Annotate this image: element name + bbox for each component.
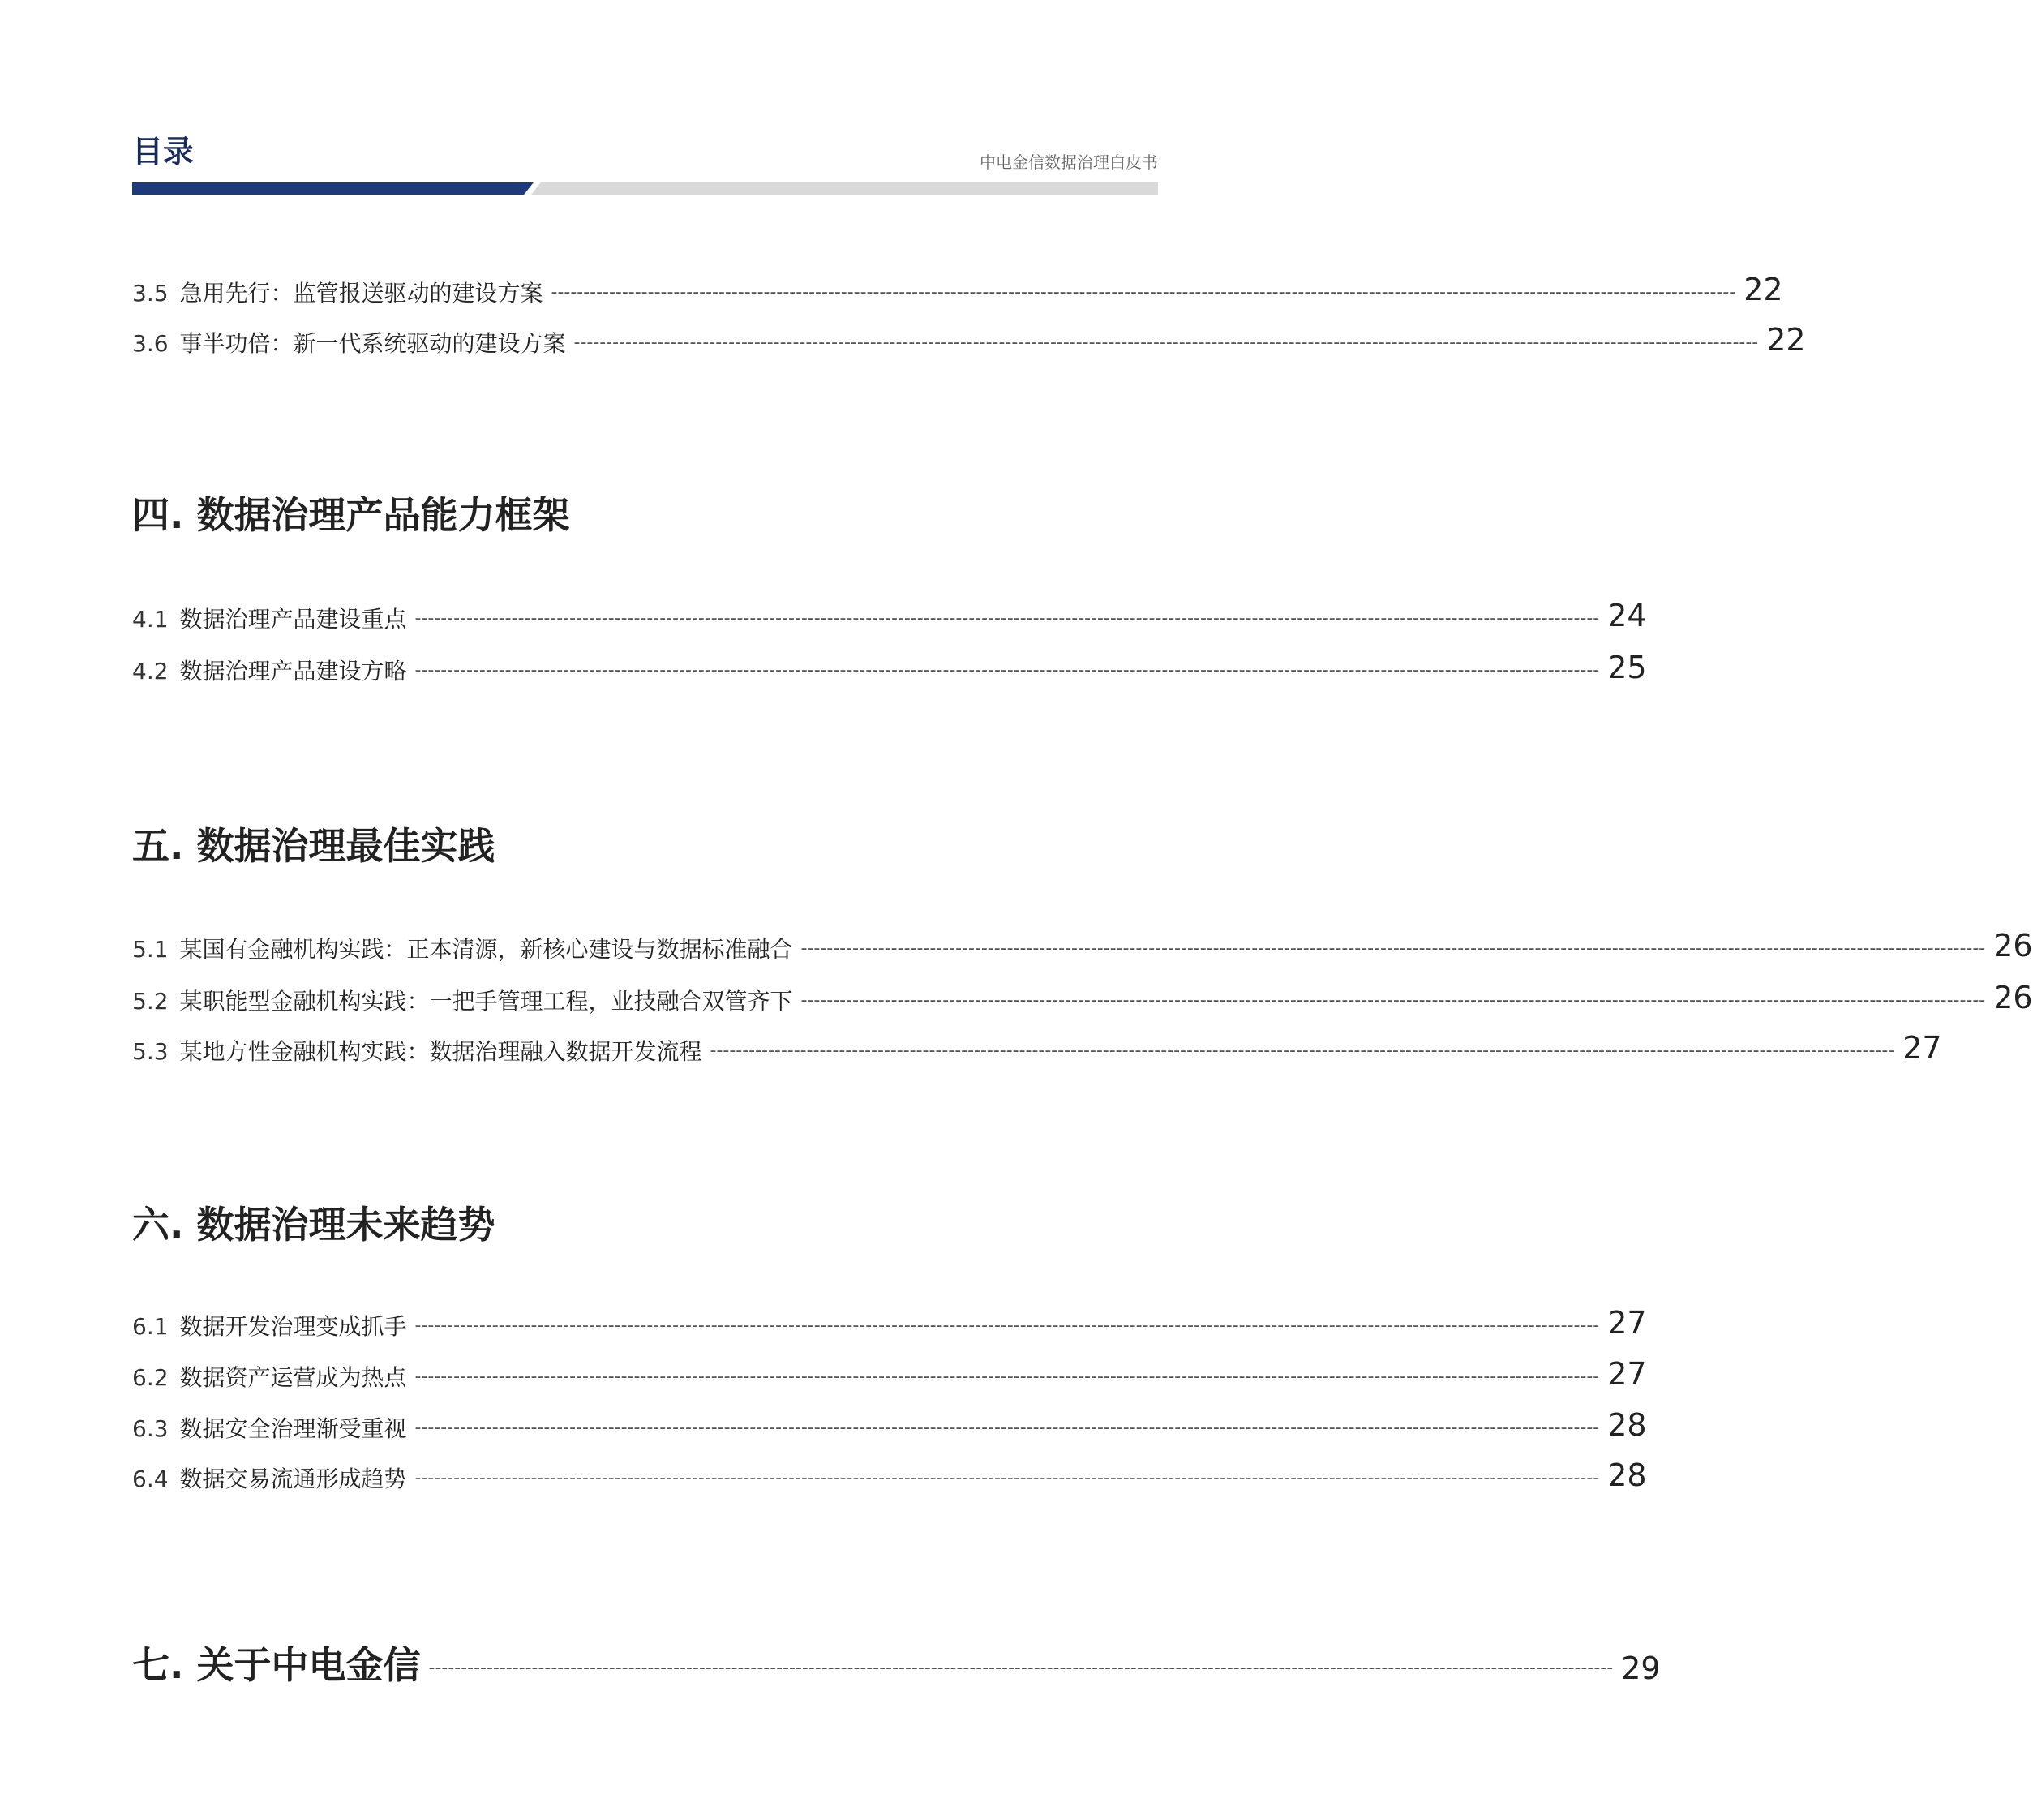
toc-entry-number: 6.4: [132, 1466, 169, 1492]
toc-entry-title: 数据交易流通形成趋势: [179, 1466, 407, 1492]
section-heading[interactable]: 五. 数据治理最佳实践: [132, 824, 495, 868]
toc-leader: ----------------------------------------------------------------------------------------------------------------------------------------------------------------------------------------: [414, 1316, 1600, 1336]
toc-leader: ----------------------------------------------------------------------------------------------------------------------------------------------------------------------------------------: [414, 1367, 1600, 1387]
toc-entry[interactable]: [132, 1030, 1942, 1066]
toc-entry-page: 27: [1607, 1356, 1647, 1392]
toc-entry[interactable]: [132, 322, 1806, 358]
toc-entry[interactable]: [132, 598, 1647, 633]
toc-entry-title: 某地方性金融机构实践：数据治理融入数据开发流程: [179, 1038, 702, 1065]
section-heading: 七. 关于中电金信: [132, 1643, 421, 1687]
toc-entry-title: 某职能型金融机构实践：一把手管理工程，业技融合双管齐下: [179, 988, 793, 1015]
toc-entry-number: 5.3: [132, 1038, 169, 1065]
toc-leader: ----------------------------------------------------------------------------------------------------------------------------------------------------------------------------------------: [414, 660, 1600, 680]
toc-entry-page: 26: [1993, 980, 2033, 1015]
toc-leader: ----------------------------------------------------------------------------------------------------------------------------------------------------------------------------------------: [428, 1658, 1614, 1678]
toc-entry-page: 29: [1621, 1650, 1661, 1686]
toc-entry-title: 事半功倍：新一代系统驱动的建设方案: [179, 330, 566, 357]
toc-leader: ----------------------------------------------------------------------------------------------------------------------------------------------------------------------------------------: [710, 1041, 1895, 1061]
toc-entry-section7[interactable]: [132, 1643, 1661, 1687]
toc-entry-page: 28: [1607, 1457, 1647, 1493]
toc-entry-number: 4.2: [132, 658, 169, 685]
toc-entry-title: 急用先行：监管报送驱动的建设方案: [179, 280, 543, 307]
toc-entry-number: 6.2: [132, 1364, 169, 1391]
toc-entry-number: 5.2: [132, 988, 169, 1015]
toc-entry-title: 数据安全治理渐受重视: [179, 1415, 407, 1442]
toc-entry-number: 6.1: [132, 1313, 169, 1340]
section-heading[interactable]: 六. 数据治理未来趋势: [132, 1203, 495, 1247]
header-bar-primary: [132, 182, 534, 195]
toc-leader: ----------------------------------------------------------------------------------------------------------------------------------------------------------------------------------------: [551, 282, 1736, 303]
toc-entry-number: 3.5: [132, 280, 169, 307]
toc-entry-page: 24: [1607, 598, 1647, 633]
toc-leader: ----------------------------------------------------------------------------------------------------------------------------------------------------------------------------------------: [573, 333, 1759, 353]
header-bar-secondary: [531, 182, 1158, 195]
toc-entry-title: 数据开发治理变成抓手: [179, 1313, 407, 1340]
toc-entry[interactable]: [132, 1305, 1647, 1341]
toc-entry[interactable]: [132, 272, 1783, 307]
section-heading[interactable]: 四. 数据治理产品能力框架: [132, 493, 570, 537]
toc-entry-number: 4.1: [132, 606, 169, 633]
toc-leader: ----------------------------------------------------------------------------------------------------------------------------------------------------------------------------------------: [800, 938, 1986, 959]
toc-entry[interactable]: [132, 980, 2033, 1015]
toc-entry-title: 数据资产运营成为热点: [179, 1364, 407, 1391]
toc-entry[interactable]: [132, 1407, 1647, 1443]
document-title: 中电金信数据治理白皮书: [980, 152, 1158, 172]
toc-leader: ----------------------------------------------------------------------------------------------------------------------------------------------------------------------------------------: [414, 1468, 1600, 1488]
header-divider-bar: [132, 181, 1158, 196]
toc-entry-number: 6.3: [132, 1415, 169, 1442]
toc-entry-title: 数据治理产品建设重点: [179, 606, 407, 633]
toc-entry-page: 27: [1902, 1030, 1942, 1066]
toc-entry-page: 28: [1607, 1407, 1647, 1443]
toc-entry-page: 27: [1607, 1305, 1647, 1341]
toc-entry-page: 22: [1743, 272, 1783, 307]
page-title: 目录: [132, 134, 195, 170]
toc-entry[interactable]: [132, 928, 2033, 964]
toc-entry[interactable]: [132, 1457, 1647, 1493]
toc-leader: ----------------------------------------------------------------------------------------------------------------------------------------------------------------------------------------: [800, 990, 1986, 1011]
toc-leader: ----------------------------------------------------------------------------------------------------------------------------------------------------------------------------------------: [414, 1418, 1600, 1438]
toc-entry[interactable]: [132, 1356, 1647, 1392]
toc-entry-number: 3.6: [132, 330, 169, 357]
toc-entry-page: 26: [1993, 928, 2033, 964]
toc-leader: ----------------------------------------------------------------------------------------------------------------------------------------------------------------------------------------: [414, 608, 1600, 629]
toc-entry[interactable]: [132, 650, 1647, 685]
toc-entry-title: 某国有金融机构实践：正本清源，新核心建设与数据标准融合: [179, 936, 793, 963]
toc-entry-page: 22: [1766, 322, 1806, 358]
toc-entry-page: 25: [1607, 650, 1647, 685]
toc-entry-number: 5.1: [132, 936, 169, 963]
toc-entry-title: 数据治理产品建设方略: [179, 658, 407, 685]
